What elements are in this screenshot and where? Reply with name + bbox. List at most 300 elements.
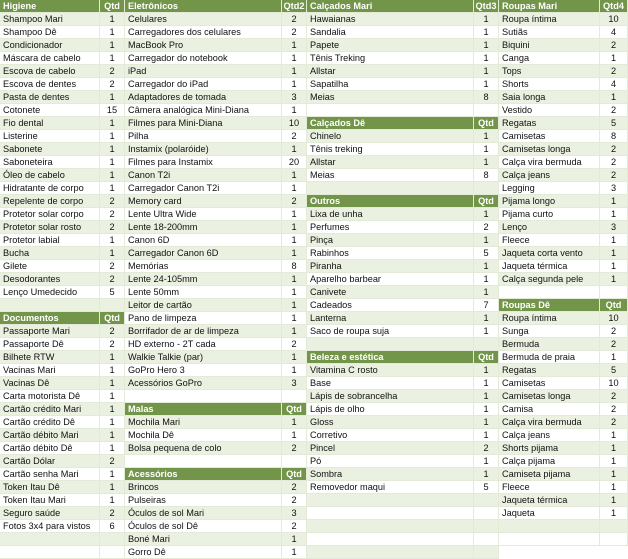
item-name[interactable]: Adaptadores de tomada [125,91,282,104]
item-name[interactable]: Fleece [499,234,600,247]
item-qty[interactable]: 1 [600,455,628,468]
item-qty[interactable]: 15 [100,104,125,117]
item-qty[interactable]: 1 [100,156,125,169]
item-name[interactable]: Câmera analógica Mini-Diana [125,104,282,117]
item-qty[interactable]: 1 [474,156,499,169]
item-qty[interactable] [474,533,499,546]
item-name[interactable]: Óculos de sol Mari [125,507,282,520]
item-qty[interactable]: 1 [474,325,499,338]
item-qty[interactable]: 1 [100,182,125,195]
item-qty[interactable]: 2 [600,390,628,403]
item-qty[interactable]: 1 [100,429,125,442]
item-qty[interactable]: 2 [282,338,307,351]
item-qty[interactable]: 1 [282,364,307,377]
item-qty[interactable]: 8 [600,130,628,143]
item-qty[interactable]: 2 [100,65,125,78]
item-name[interactable]: Jaqueta térmica [499,260,600,273]
item-qty[interactable]: 1 [474,286,499,299]
item-name[interactable] [307,104,474,117]
item-qty[interactable]: 3 [282,507,307,520]
item-qty[interactable]: 1 [474,208,499,221]
item-name[interactable]: Cartão Dólar [0,455,100,468]
item-name[interactable]: Removedor maqui [307,481,474,494]
item-name[interactable]: Shampoo Mari [0,13,100,26]
item-name[interactable]: HD externo - 2T cada [125,338,282,351]
item-qty[interactable]: 5 [100,286,125,299]
item-name[interactable]: Leitor de cartão [125,299,282,312]
item-qty[interactable] [474,494,499,507]
item-qty[interactable]: 2 [600,403,628,416]
item-qty[interactable]: 5 [474,247,499,260]
item-qty[interactable]: 2 [474,442,499,455]
item-name[interactable]: Vitamina C rosto [307,364,474,377]
item-name[interactable] [307,546,474,559]
item-name[interactable]: Shampoo Dê [0,26,100,39]
item-name[interactable]: Sombra [307,468,474,481]
item-qty[interactable] [474,546,499,559]
item-qty[interactable] [282,390,307,403]
item-name[interactable]: Saco de roupa suja [307,325,474,338]
item-qty[interactable]: 1 [282,312,307,325]
item-qty[interactable]: 1 [474,13,499,26]
item-qty[interactable]: 10 [600,312,628,325]
item-name[interactable]: Calça vira bermuda [499,156,600,169]
item-name[interactable]: Vestido [499,104,600,117]
item-name[interactable]: Pincel [307,442,474,455]
item-qty[interactable]: 5 [600,117,628,130]
item-name[interactable]: Biquini [499,39,600,52]
item-qty[interactable]: 2 [100,260,125,273]
item-name[interactable]: Condicionador [0,39,100,52]
item-qty[interactable]: 1 [100,364,125,377]
item-name[interactable]: Lente Ultra Wide [125,208,282,221]
item-name[interactable]: Mochila Dê [125,429,282,442]
item-qty[interactable]: 1 [100,390,125,403]
item-name[interactable]: Jaqueta [499,507,600,520]
item-name[interactable]: Protetor solar corpo [0,208,100,221]
item-qty[interactable]: 2 [100,208,125,221]
item-qty[interactable]: 1 [282,52,307,65]
item-qty[interactable]: 5 [474,481,499,494]
item-qty[interactable]: 1 [100,143,125,156]
item-qty[interactable]: 1 [282,143,307,156]
item-name[interactable]: Acessórios GoPro [125,377,282,390]
item-qty[interactable]: 1 [100,13,125,26]
item-qty[interactable]: 1 [100,403,125,416]
item-qty[interactable]: 1 [282,104,307,117]
item-name[interactable]: Meias [307,91,474,104]
item-name[interactable] [307,507,474,520]
item-qty[interactable]: 1 [600,208,628,221]
item-qty[interactable]: 1 [282,286,307,299]
item-qty[interactable]: 3 [600,182,628,195]
item-name[interactable]: Cadeados [307,299,474,312]
item-name[interactable]: Listerine [0,130,100,143]
item-name[interactable]: iPad [125,65,282,78]
item-qty[interactable]: 2 [282,494,307,507]
item-qty[interactable]: 8 [474,169,499,182]
item-name[interactable]: Lanterna [307,312,474,325]
item-name[interactable]: Allstar [307,156,474,169]
item-name[interactable]: Carregador Canon T2i [125,182,282,195]
item-name[interactable]: Cartão crédito Dê [0,416,100,429]
item-name[interactable]: Aparelho barbear [307,273,474,286]
item-name[interactable]: Carregador do notebook [125,52,282,65]
item-qty[interactable]: 1 [474,260,499,273]
item-name[interactable]: Cartão débito Mari [0,429,100,442]
item-qty[interactable]: 2 [282,520,307,533]
item-name[interactable]: Jaqueta térmica [499,494,600,507]
item-qty[interactable]: 1 [282,325,307,338]
item-qty[interactable]: 1 [474,143,499,156]
item-qty[interactable]: 1 [282,221,307,234]
item-qty[interactable]: 1 [100,130,125,143]
item-qty[interactable]: 2 [100,195,125,208]
item-qty[interactable]: 7 [474,299,499,312]
item-qty[interactable]: 1 [282,39,307,52]
item-qty[interactable]: 1 [282,182,307,195]
item-name[interactable]: Camisetas longa [499,143,600,156]
item-qty[interactable]: 2 [100,273,125,286]
item-qty[interactable]: 1 [600,247,628,260]
item-name[interactable]: Gorro Dê [125,546,282,559]
item-qty[interactable]: 1 [100,247,125,260]
item-name[interactable]: Bilhete RTW [0,351,100,364]
item-qty[interactable]: 1 [474,26,499,39]
item-qty[interactable]: 10 [600,377,628,390]
item-name[interactable]: Lente 24-105mm [125,273,282,286]
item-qty[interactable]: 1 [474,390,499,403]
item-qty[interactable]: 3 [600,221,628,234]
item-name[interactable]: Carregador Canon 6D [125,247,282,260]
item-name[interactable]: Gloss [307,416,474,429]
item-qty[interactable]: 1 [100,169,125,182]
item-name[interactable]: Lente 50mm [125,286,282,299]
item-name[interactable]: Tênis treking [307,143,474,156]
item-qty[interactable]: 1 [100,91,125,104]
item-qty[interactable]: 8 [282,260,307,273]
item-name[interactable]: Máscara de cabelo [0,52,100,65]
item-name[interactable]: Calça vira bermuda [499,416,600,429]
item-qty[interactable]: 3 [282,91,307,104]
item-qty[interactable]: 1 [600,429,628,442]
item-name[interactable]: Seguro saúde [0,507,100,520]
item-qty[interactable]: 1 [600,273,628,286]
item-name[interactable]: Gilete [0,260,100,273]
item-name[interactable]: Jaqueta corta vento [499,247,600,260]
item-name[interactable]: Sunga [499,325,600,338]
item-name[interactable]: Óleo de cabelo [0,169,100,182]
item-qty[interactable]: 1 [282,429,307,442]
item-qty[interactable]: 1 [600,195,628,208]
item-qty[interactable]: 2 [100,325,125,338]
item-name[interactable]: Calça jeans [499,169,600,182]
item-qty[interactable]: 1 [100,442,125,455]
item-qty[interactable]: 1 [474,130,499,143]
item-name[interactable]: Pano de limpeza [125,312,282,325]
item-name[interactable]: Passaporte Mari [0,325,100,338]
item-name[interactable]: Base [307,377,474,390]
item-name[interactable]: Escova de dentes [0,78,100,91]
item-name[interactable]: Calça segunda pele [499,273,600,286]
item-name[interactable]: Tênis Treking [307,52,474,65]
item-name[interactable]: Shorts [499,78,600,91]
item-name[interactable]: Carregador do iPad [125,78,282,91]
item-name[interactable]: Memory card [125,195,282,208]
item-name[interactable] [499,286,600,299]
item-name[interactable]: Brincos [125,481,282,494]
item-qty[interactable]: 2 [100,78,125,91]
item-name[interactable]: Filmes para Instamix [125,156,282,169]
item-name[interactable]: Borrifador de ar de limpeza [125,325,282,338]
item-qty[interactable]: 2 [282,13,307,26]
item-name[interactable] [125,455,282,468]
item-name[interactable]: Corretivo [307,429,474,442]
item-name[interactable]: Shorts pijama [499,442,600,455]
item-qty[interactable]: 2 [100,507,125,520]
item-qty[interactable]: 1 [474,273,499,286]
item-name[interactable]: Fotos 3x4 para vistos [0,520,100,533]
item-qty[interactable]: 1 [100,416,125,429]
item-name[interactable]: Tops [499,65,600,78]
item-name[interactable]: Allstar [307,65,474,78]
item-qty[interactable]: 1 [282,416,307,429]
item-name[interactable]: Lenço [499,221,600,234]
item-name[interactable]: Calça pijama [499,455,600,468]
item-qty[interactable]: 1 [600,481,628,494]
item-qty[interactable]: 1 [474,403,499,416]
item-name[interactable]: GoPro Hero 3 [125,364,282,377]
item-qty[interactable]: 1 [474,416,499,429]
item-qty[interactable]: 1 [600,234,628,247]
item-qty[interactable]: 1 [100,117,125,130]
item-name[interactable]: Vacinas Mari [0,364,100,377]
item-name[interactable]: Cotonete [0,104,100,117]
item-name[interactable] [0,546,100,559]
item-qty[interactable]: 1 [100,351,125,364]
item-name[interactable]: Camisa [499,403,600,416]
item-qty[interactable]: 1 [100,377,125,390]
item-name[interactable]: Calça jeans [499,429,600,442]
item-name[interactable]: Escova de cabelo [0,65,100,78]
item-qty[interactable] [282,455,307,468]
item-qty[interactable]: 1 [282,65,307,78]
item-qty[interactable]: 1 [474,455,499,468]
item-name[interactable]: Filmes para Mini-Diana [125,117,282,130]
item-name[interactable]: Boné Mari [125,533,282,546]
item-name[interactable]: Carta motorista Dê [0,390,100,403]
item-qty[interactable]: 20 [282,156,307,169]
item-name[interactable] [307,182,474,195]
item-qty[interactable]: 1 [282,234,307,247]
item-name[interactable]: Lente 18-200mm [125,221,282,234]
item-name[interactable]: Lenço Umedecido [0,286,100,299]
item-name[interactable]: Sapatilha [307,78,474,91]
item-qty[interactable]: 2 [100,455,125,468]
item-qty[interactable]: 8 [474,91,499,104]
item-qty[interactable]: 6 [100,520,125,533]
item-name[interactable]: Sandalia [307,26,474,39]
item-name[interactable]: Fleece [499,481,600,494]
item-name[interactable]: Piranha [307,260,474,273]
item-qty[interactable] [600,520,628,533]
item-name[interactable]: Perfumes [307,221,474,234]
item-qty[interactable]: 1 [100,52,125,65]
item-name[interactable]: Pasta de dentes [0,91,100,104]
item-qty[interactable]: 1 [282,273,307,286]
item-name[interactable] [307,520,474,533]
item-qty[interactable]: 2 [282,481,307,494]
item-name[interactable]: Bermuda de praia [499,351,600,364]
item-qty[interactable]: 2 [100,338,125,351]
item-qty[interactable] [474,182,499,195]
item-qty[interactable]: 5 [600,364,628,377]
item-name[interactable]: Chinelo [307,130,474,143]
item-name[interactable]: Sabonete [0,143,100,156]
item-name[interactable]: Instamix (polaróide) [125,143,282,156]
item-name[interactable]: Sutiãs [499,26,600,39]
item-name[interactable]: Desodorantes [0,273,100,286]
item-name[interactable]: Pinça [307,234,474,247]
item-qty[interactable]: 1 [474,52,499,65]
item-qty[interactable]: 1 [600,468,628,481]
item-name[interactable]: Celulares [125,13,282,26]
item-qty[interactable]: 1 [474,364,499,377]
item-qty[interactable]: 1 [282,208,307,221]
item-name[interactable]: Canon 6D [125,234,282,247]
item-qty[interactable]: 4 [600,26,628,39]
item-name[interactable]: Camisetas [499,377,600,390]
item-qty[interactable]: 2 [600,169,628,182]
item-qty[interactable]: 2 [600,104,628,117]
item-name[interactable]: MacBook Pro [125,39,282,52]
item-name[interactable] [499,533,600,546]
item-name[interactable]: Repelente de corpo [0,195,100,208]
item-qty[interactable]: 2 [600,338,628,351]
item-qty[interactable]: 2 [600,39,628,52]
item-qty[interactable]: 1 [600,351,628,364]
item-qty[interactable] [474,520,499,533]
item-qty[interactable]: 1 [100,39,125,52]
item-name[interactable]: Cartão débito Dê [0,442,100,455]
item-qty[interactable] [474,507,499,520]
item-name[interactable]: Fio dental [0,117,100,130]
item-qty[interactable]: 1 [100,494,125,507]
item-qty[interactable]: 1 [282,169,307,182]
item-name[interactable]: Regatas [499,117,600,130]
item-name[interactable]: Regatas [499,364,600,377]
item-name[interactable]: Mochila Mari [125,416,282,429]
item-name[interactable] [0,299,100,312]
item-name[interactable] [125,390,282,403]
item-qty[interactable]: 2 [282,195,307,208]
item-qty[interactable] [100,299,125,312]
item-qty[interactable]: 2 [282,26,307,39]
item-qty[interactable]: 1 [600,260,628,273]
item-qty[interactable] [100,546,125,559]
item-qty[interactable]: 1 [100,234,125,247]
item-name[interactable] [307,338,474,351]
item-qty[interactable]: 1 [600,507,628,520]
item-name[interactable]: Hawaianas [307,13,474,26]
item-name[interactable]: Pijama longo [499,195,600,208]
item-qty[interactable] [600,533,628,546]
item-name[interactable]: Camisetas longa [499,390,600,403]
item-name[interactable]: Hidratante de corpo [0,182,100,195]
item-qty[interactable]: 1 [474,78,499,91]
item-qty[interactable]: 1 [100,481,125,494]
item-qty[interactable]: 1 [100,26,125,39]
item-name[interactable]: Roupa íntima [499,13,600,26]
item-qty[interactable]: 4 [600,78,628,91]
item-qty[interactable]: 1 [474,65,499,78]
item-qty[interactable]: 1 [600,442,628,455]
item-name[interactable]: Pulseiras [125,494,282,507]
item-qty[interactable]: 2 [282,442,307,455]
item-name[interactable]: Bolsa pequena de colo [125,442,282,455]
item-name[interactable]: Walkie Talkie (par) [125,351,282,364]
item-name[interactable]: Lápis de sobrancelha [307,390,474,403]
item-name[interactable]: Protetor labial [0,234,100,247]
item-name[interactable]: Saia longa [499,91,600,104]
item-name[interactable]: Passaporte Dê [0,338,100,351]
item-qty[interactable]: 2 [600,325,628,338]
item-name[interactable]: Papete [307,39,474,52]
item-qty[interactable]: 1 [282,533,307,546]
item-qty[interactable]: 2 [282,130,307,143]
item-name[interactable]: Vacinas Dê [0,377,100,390]
item-name[interactable]: Canga [499,52,600,65]
item-qty[interactable]: 1 [600,52,628,65]
item-qty[interactable]: 1 [600,494,628,507]
item-name[interactable]: Bermuda [499,338,600,351]
item-qty[interactable] [474,104,499,117]
item-qty[interactable]: 1 [474,429,499,442]
item-name[interactable]: Canon T2i [125,169,282,182]
item-qty[interactable]: 2 [600,156,628,169]
item-name[interactable] [307,494,474,507]
item-name[interactable]: Pó [307,455,474,468]
item-qty[interactable]: 1 [100,468,125,481]
item-qty[interactable]: 1 [282,247,307,260]
item-name[interactable]: Canivete [307,286,474,299]
item-name[interactable]: Lixa de unha [307,208,474,221]
item-name[interactable]: Protetor solar rosto [0,221,100,234]
item-qty[interactable]: 2 [474,221,499,234]
item-qty[interactable] [600,286,628,299]
item-name[interactable]: Roupa íntima [499,312,600,325]
item-name[interactable]: Memórias [125,260,282,273]
item-qty[interactable]: 1 [474,234,499,247]
item-name[interactable]: Legging [499,182,600,195]
item-qty[interactable]: 1 [474,39,499,52]
item-qty[interactable]: 1 [282,299,307,312]
item-qty[interactable]: 1 [282,78,307,91]
item-qty[interactable]: 2 [600,65,628,78]
item-name[interactable]: Saboneteira [0,156,100,169]
item-name[interactable]: Lápis de olho [307,403,474,416]
item-qty[interactable]: 2 [100,221,125,234]
item-name[interactable]: Carregadores dos celulares [125,26,282,39]
item-qty[interactable] [100,533,125,546]
item-name[interactable]: Token Itau Dê [0,481,100,494]
item-name[interactable] [307,533,474,546]
item-name[interactable]: Pilha [125,130,282,143]
item-name[interactable]: Óculos de sol Dê [125,520,282,533]
item-qty[interactable]: 2 [600,143,628,156]
item-qty[interactable]: 10 [282,117,307,130]
item-name[interactable]: Token Itau Mari [0,494,100,507]
